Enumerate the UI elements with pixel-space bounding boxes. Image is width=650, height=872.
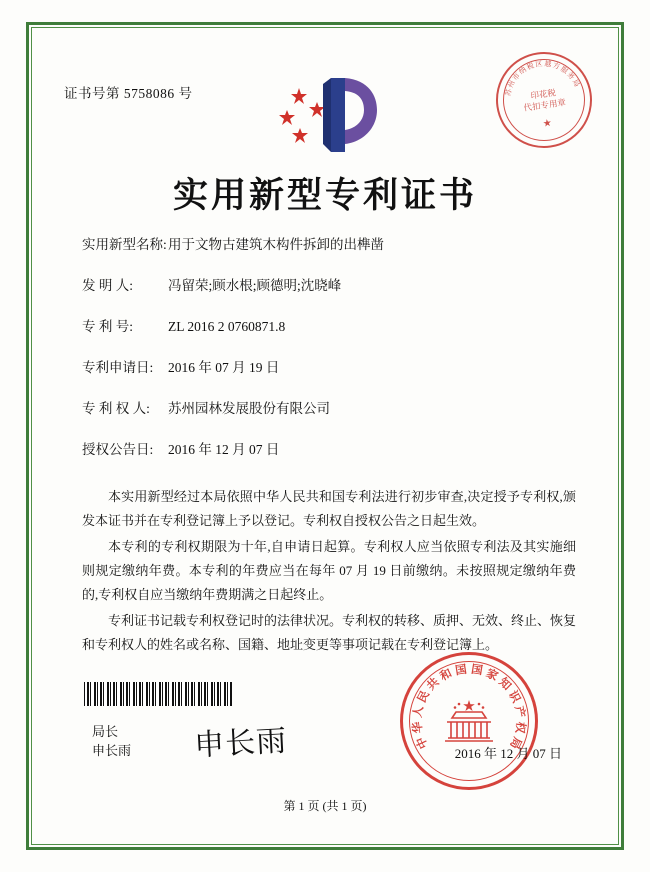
certificate-content bbox=[46, 40, 604, 832]
seal-center-line2: 代扣专用章 bbox=[522, 97, 567, 113]
body-paragraph-3: 专利证书记载专利权登记时的法律状况。专利权的转移、质押、无效、终止、恢复和专利权人的姓名或名称、国籍、地址变更等事项记载在专利登记簿上。 bbox=[82, 613, 577, 652]
issue-date: 2016 年 12 月 07 日 bbox=[454, 746, 562, 761]
field-value: 冯留荣;顾水根;顾德明;沈晓峰 bbox=[168, 278, 342, 293]
page-number: 第 1 页 (共 1 页) bbox=[283, 799, 367, 813]
seal-arc-top-text: 苏 州 市 纳 税 区 越 方 服 务 局 bbox=[505, 60, 581, 97]
body-paragraph-2: 本专利的专利权期限为十年,自申请日起算。专利权人应当依照专利法及其实施细则规定缴纳年费。本专利的年费应当在每年 07 月 19 日前缴纳。未按照规定缴纳年费的,专利权自应当缴纳年费期满之日起终止。 bbox=[82, 539, 576, 602]
field-grant-announcement-date bbox=[82, 440, 584, 460]
signature-block bbox=[92, 722, 131, 760]
field-label: 专 利 权 人: bbox=[82, 401, 150, 416]
field-label: 实用新型名称: bbox=[82, 237, 167, 252]
page-title: 实用新型专利证书 bbox=[172, 175, 477, 216]
field-value: 2016 年 12 月 07 日 bbox=[168, 442, 280, 457]
field-patent-number bbox=[82, 317, 584, 337]
field-application-date bbox=[82, 358, 584, 378]
field-value: 用于文物古建筑木构件拆卸的出榫凿 bbox=[168, 237, 384, 252]
cnipa-logo bbox=[265, 70, 385, 156]
field-list bbox=[82, 235, 584, 481]
handwritten-signature: 申长雨 bbox=[193, 723, 289, 764]
official-seal bbox=[400, 652, 538, 790]
field-label: 发 明 人: bbox=[82, 278, 134, 293]
field-label: 授权公告日: bbox=[82, 442, 154, 457]
barcode bbox=[84, 682, 232, 706]
logo-bar-shadow bbox=[323, 78, 331, 152]
official-seal-arc-text: 中 华 人 民 共 和 国 国 家 知 识 产 权 局 bbox=[411, 663, 527, 751]
field-label: 专利申请日: bbox=[82, 360, 154, 375]
certificate-number: 证书号第 5758086 号 bbox=[64, 86, 193, 101]
seal-star-icon: ★ bbox=[542, 117, 553, 130]
field-label: 专 利 号: bbox=[82, 319, 134, 334]
national-emblem-icon bbox=[442, 698, 496, 744]
field-utility-model-name bbox=[82, 235, 584, 255]
seal-center-line1: 印花税 bbox=[529, 87, 557, 101]
field-patentee bbox=[82, 399, 584, 419]
field-inventor bbox=[82, 276, 584, 296]
signer-name: 申长雨 bbox=[92, 743, 132, 758]
legal-body-text bbox=[82, 485, 576, 659]
field-value: ZL 2016 2 0760871.8 bbox=[168, 319, 286, 334]
tax-stamp-seal bbox=[490, 46, 598, 154]
field-value: 2016 年 07 月 19 日 bbox=[168, 360, 280, 375]
logo-arc bbox=[345, 78, 377, 144]
body-paragraph-1: 本实用新型经过本局依照中华人民共和国专利法进行初步审查,决定授予专利权,颁发本证书并在专利登记簿上予以登记。专利权自授权公告之日起生效。 bbox=[82, 489, 576, 528]
signer-role: 局长 bbox=[92, 724, 119, 739]
logo-stars bbox=[279, 88, 325, 143]
field-value: 苏州园林发展股份有限公司 bbox=[168, 401, 330, 416]
logo-bar bbox=[331, 78, 345, 152]
